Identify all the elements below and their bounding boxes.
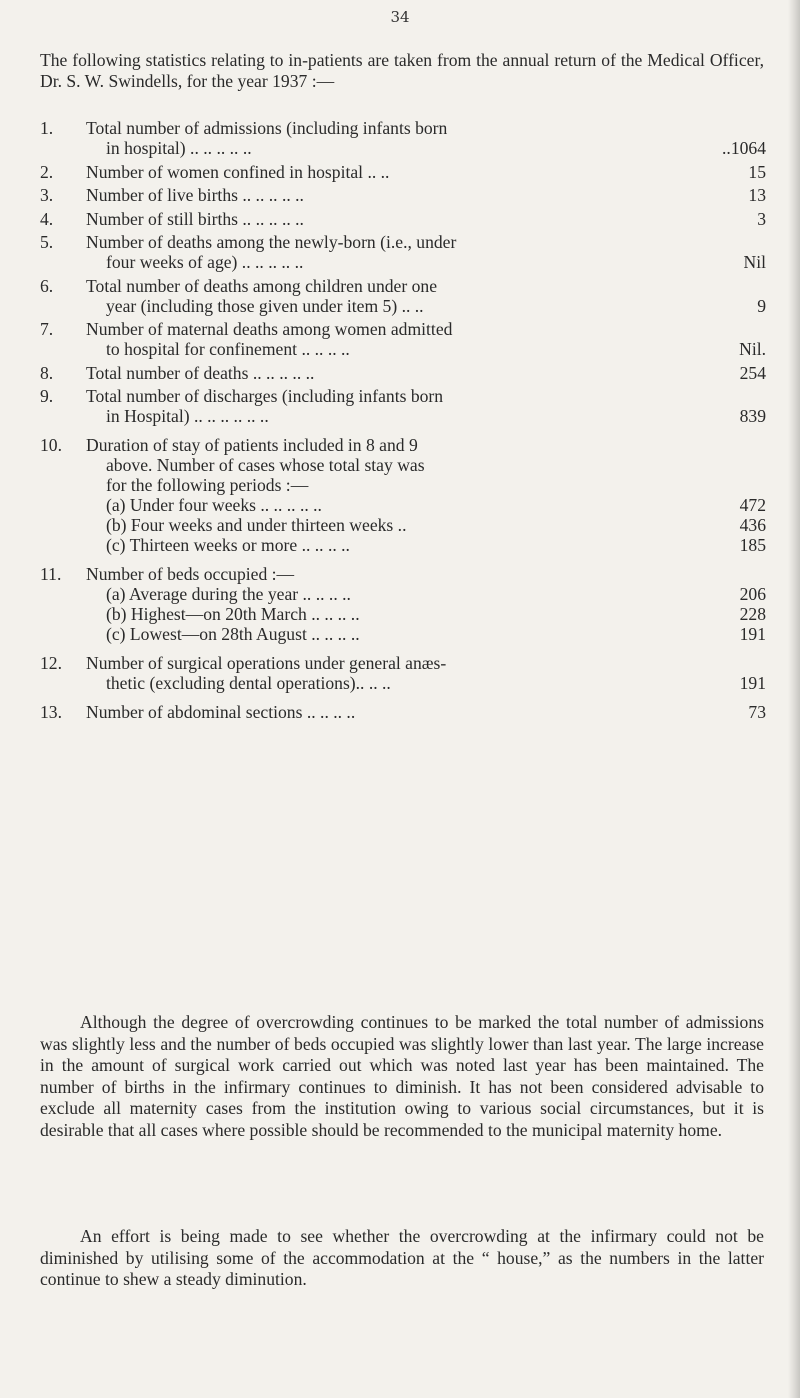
list-item-5	[40, 232, 766, 272]
list-item-4	[40, 209, 766, 229]
sub-item-b	[86, 604, 766, 624]
item-number: 10.	[40, 435, 62, 455]
page-edge-shadow	[788, 0, 800, 1398]
sub-item-a	[86, 495, 766, 515]
sub-item-label: (a) Average during the year .. .. .. ..	[106, 584, 351, 604]
item-number: 12.	[40, 653, 62, 673]
list-item-2	[40, 162, 766, 182]
item-text-line: thetic (excluding dental operations).. .. ..	[106, 673, 391, 693]
item-text-line: for the following periods :—	[106, 475, 309, 495]
sub-item-label: (b) Four weeks and under thirteen weeks ..	[106, 515, 407, 535]
item-text-line: Total number of admissions (including infants born	[86, 118, 448, 138]
item-number: 3.	[40, 185, 54, 205]
item-value: ..1064	[722, 138, 766, 158]
item-text-line: Number of beds occupied :—	[86, 564, 295, 584]
item-last-line	[86, 296, 766, 316]
list-item-7	[40, 319, 766, 359]
body-paragraph-1: Although the degree of overcrowding continues to be marked the total number of admissions was slightly less and the number of beds occupied was slightly lower than last year. The large increase in the amount of surgical work carried out which was noted last year has been maintained. The number of births in the infirmary continues to diminish. It has not been considered advisable to exclude all maternity cases from the institution owing to various social circumstances, but it is desirable that all cases where possible should be recommended to the municipal maternity home.	[40, 1012, 764, 1140]
item-value: 3	[757, 208, 766, 229]
item-last-line	[86, 162, 766, 182]
list-item-6	[40, 276, 766, 316]
item-text-line: year (including those given under item 5) .. ..	[106, 295, 424, 316]
sub-item-value: 436	[739, 515, 766, 535]
item-number: 5.	[40, 232, 54, 252]
item-last-line	[86, 673, 766, 693]
item-value: Nil.	[739, 339, 766, 359]
item-last-line	[86, 185, 766, 205]
item-text-line: Total number of discharges (including infants born	[86, 386, 444, 406]
item-last-line	[86, 252, 766, 272]
item-number: 8.	[40, 362, 54, 383]
item-text-line: above. Number of cases whose total stay was	[106, 455, 425, 475]
sub-item-c	[86, 624, 766, 644]
item-text-line: Number of maternal deaths among women admitted	[86, 319, 453, 339]
item-value: 839	[739, 406, 766, 426]
item-number: 9.	[40, 386, 54, 406]
item-number: 2.	[40, 161, 54, 182]
sub-item-value: 185	[739, 535, 766, 555]
list-item-10	[40, 435, 766, 555]
item-text-line: Number of surgical operations under general anæs-	[86, 653, 447, 673]
sub-item-label: (c) Thirteen weeks or more .. .. .. ..	[106, 535, 350, 555]
item-last-line	[86, 406, 766, 426]
intro-paragraph: The following statistics relating to in-patients are taken from the annual return of the Medical Officer, Dr. S. W. Swindells, for the year 1937 :—	[40, 50, 764, 91]
item-text-line: Number of abdominal sections .. .. .. ..	[86, 702, 356, 722]
item-text-line: Total number of deaths among children under one	[86, 275, 438, 296]
item-text-line: Number of live births .. .. .. .. ..	[86, 185, 304, 205]
item-value: 9	[757, 295, 766, 316]
list-item-8	[40, 363, 766, 383]
sub-item-value: 228	[739, 604, 766, 624]
list-item-9	[40, 386, 766, 426]
body-paragraph-2: An effort is being made to see whether the overcrowding at the infirmary could not be diminished by utilising some of the accommodation at the “ house,” as the numbers in the latter continue to shew a steady diminution.	[40, 1226, 764, 1290]
sub-item-label: (a) Under four weeks .. .. .. .. ..	[106, 495, 322, 515]
sub-item-b	[86, 515, 766, 535]
sub-item-a	[86, 584, 766, 604]
item-value: 15	[748, 161, 766, 182]
item-last-line	[86, 702, 766, 722]
item-value: 13	[748, 185, 766, 205]
statistics-list	[40, 118, 766, 722]
item-text-line: Number of women confined in hospital .. ..	[86, 161, 390, 182]
item-last-line	[86, 138, 766, 158]
list-item-11	[40, 564, 766, 644]
item-text-line: in Hospital) .. .. .. .. .. ..	[106, 406, 269, 426]
sub-item-value: 472	[739, 495, 766, 515]
list-item-1	[40, 118, 766, 158]
sub-item-value: 191	[739, 624, 766, 644]
item-number: 6.	[40, 275, 54, 296]
list-item-12	[40, 653, 766, 693]
item-number: 11.	[40, 564, 62, 584]
sub-item-label: (c) Lowest—on 28th August .. .. .. ..	[106, 624, 360, 644]
item-number: 7.	[40, 319, 54, 339]
item-last-line	[86, 363, 766, 383]
page-number: 34	[390, 8, 410, 26]
item-text-line: Number of still births .. .. .. .. ..	[86, 208, 304, 229]
item-last-line	[86, 339, 766, 359]
item-text-line: to hospital for confinement .. .. .. ..	[106, 339, 350, 359]
sub-item-label: (b) Highest—on 20th March .. .. .. ..	[106, 604, 360, 624]
item-number: 13.	[40, 702, 62, 722]
item-value: 254	[739, 362, 766, 383]
list-item-13	[40, 702, 766, 722]
item-text-line: Duration of stay of patients included in 8 and 9	[86, 435, 418, 455]
item-last-line	[86, 209, 766, 229]
item-text-line: Number of deaths among the newly-born (i.e., under	[86, 232, 457, 252]
list-item-3	[40, 185, 766, 205]
item-value: 73	[748, 702, 766, 722]
sub-item-c	[86, 535, 766, 555]
item-number: 1.	[40, 118, 54, 138]
item-value: Nil	[743, 252, 766, 272]
item-text-line: Total number of deaths .. .. .. .. ..	[86, 362, 315, 383]
item-value: 191	[739, 673, 766, 693]
item-number: 4.	[40, 208, 54, 229]
item-text-line: in hospital) .. .. .. .. ..	[106, 138, 252, 158]
item-text-line: four weeks of age) .. .. .. .. ..	[106, 252, 304, 272]
sub-item-value: 206	[739, 584, 766, 604]
